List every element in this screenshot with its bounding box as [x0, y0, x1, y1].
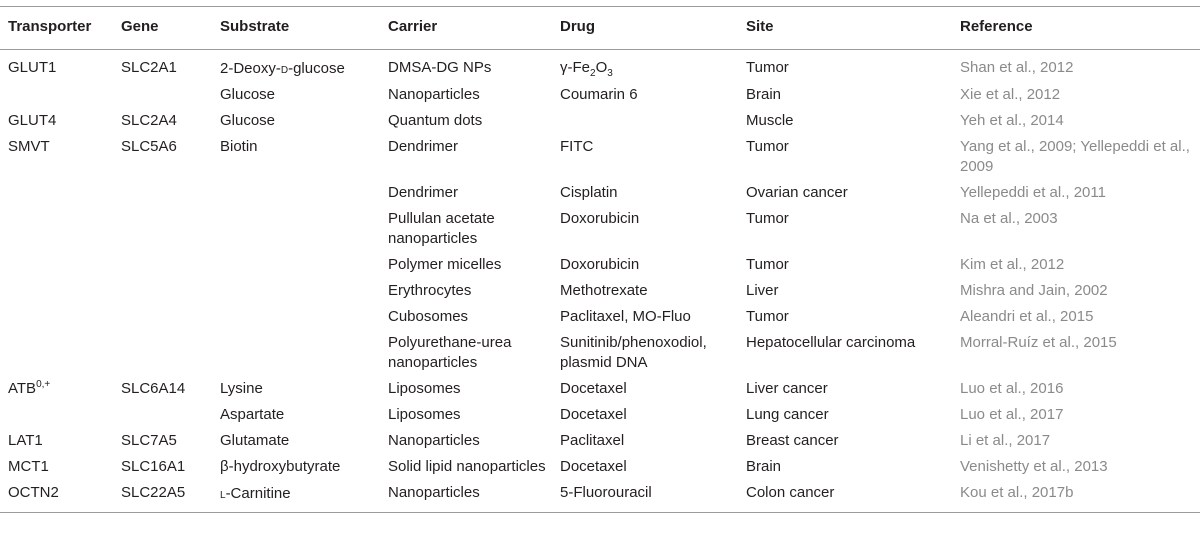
header-reference: Reference: [952, 7, 1200, 50]
table-row: [0, 279, 1200, 305]
table-row: [0, 135, 1200, 181]
cell-transporter: LAT1: [8, 432, 43, 449]
table-row: [0, 481, 1200, 513]
cell-transporter: [0, 253, 113, 279]
cell-transporter: GLUT4: [8, 112, 57, 129]
cell-carrier: Cubosomes: [388, 308, 469, 325]
cell-gene: [113, 253, 212, 279]
cell-carrier: Polymer micelles: [388, 256, 502, 273]
cell-site: Tumor: [746, 210, 789, 227]
cell-drug: Sunitinib/phenoxodiol, plasmid DNA: [560, 334, 707, 371]
cell-reference: Yang et al., 2009; Yellepeddi et al., 2009: [960, 138, 1190, 175]
table-row: [0, 429, 1200, 455]
cell-gene: [113, 83, 212, 109]
cell-gene: SLC2A4: [121, 112, 177, 129]
cell-carrier: Nanoparticles: [388, 432, 480, 449]
cell-gene: [113, 181, 212, 207]
cell-gene: [113, 403, 212, 429]
cell-drug: Cisplatin: [560, 184, 618, 201]
table-row: [0, 83, 1200, 109]
cell-transporter: SMVT: [8, 138, 50, 155]
cell-substrate: [212, 253, 380, 279]
cell-transporter: OCTN2: [0, 481, 113, 513]
cell-reference: Li et al., 2017: [960, 432, 1051, 449]
cell-substrate: Aspartate: [220, 406, 285, 423]
cell-substrate: Glucose: [220, 112, 276, 129]
cell-carrier: Solid lipid nanoparticles: [388, 458, 546, 475]
cell-substrate: l-Carnitine: [212, 481, 380, 513]
header-substrate: Substrate: [212, 7, 380, 50]
cell-carrier: DMSA-DG NPs: [388, 59, 492, 76]
cell-substrate: [212, 207, 380, 253]
cell-site: Brain: [746, 86, 782, 103]
cell-transporter: [0, 83, 113, 109]
cell-transporter: [0, 403, 113, 429]
cell-site: Ovarian cancer: [746, 184, 848, 201]
cell-transporter: GLUT1: [8, 59, 57, 76]
cell-drug: Docetaxel: [560, 458, 627, 475]
cell-transporter: MCT1: [8, 458, 49, 475]
cell-substrate: 2-Deoxy-d-glucose: [220, 60, 345, 77]
cell-gene: SLC6A14: [121, 380, 186, 397]
cell-gene: SLC5A6: [121, 138, 177, 155]
table-row: [0, 207, 1200, 253]
cell-gene: [113, 207, 212, 253]
table-row: [0, 305, 1200, 331]
cell-reference: Kim et al., 2012: [960, 256, 1065, 273]
table-row: [0, 109, 1200, 135]
cell-carrier: Quantum dots: [388, 112, 483, 129]
cell-substrate: Biotin: [220, 138, 258, 155]
cell-carrier: Pullulan acetate nanoparticles: [388, 210, 495, 247]
cell-site: Muscle: [746, 112, 794, 129]
cell-substrate: [212, 331, 380, 377]
cell-gene: [113, 279, 212, 305]
cell-gene: SLC16A1: [121, 458, 186, 475]
cell-drug: [552, 109, 738, 135]
table-row: [0, 331, 1200, 377]
cell-carrier: Polyurethane-urea nanoparticles: [388, 334, 512, 371]
cell-drug: $\gamma-Fe_2O_3$: [560, 59, 613, 79]
cell-drug: Methotrexate: [560, 282, 648, 299]
cell-gene: [113, 331, 212, 377]
cell-site: Lung cancer: [746, 406, 829, 423]
cell-site: Breast cancer: [746, 432, 839, 449]
cell-site: Brain: [746, 458, 782, 475]
cell-gene: SLC22A5: [113, 481, 212, 513]
cell-substrate: Glucose: [220, 86, 276, 103]
table-row: [0, 377, 1200, 403]
cell-reference: Morral-Ruíz et al., 2015: [960, 334, 1117, 351]
transporter-table: [0, 6, 1200, 513]
cell-transporter: [0, 331, 113, 377]
cell-drug: Docetaxel: [560, 380, 627, 397]
cell-site: Hepatocellular carcinoma: [746, 334, 916, 351]
cell-carrier: Nanoparticles: [388, 86, 480, 103]
header-drug: Drug: [552, 7, 738, 50]
table-row: [0, 50, 1200, 84]
cell-reference: Xie et al., 2012: [960, 86, 1061, 103]
header-carrier: Carrier: [380, 7, 552, 50]
cell-site: Tumor: [746, 138, 789, 155]
cell-transporter: [0, 181, 113, 207]
cell-site: Tumor: [746, 256, 789, 273]
cell-drug: Doxorubicin: [560, 256, 640, 273]
cell-drug: Paclitaxel: [560, 432, 625, 449]
table-row: [0, 253, 1200, 279]
cell-drug: Coumarin 6: [560, 86, 638, 103]
cell-reference: Mishra and Jain, 2002: [960, 282, 1108, 299]
table-row: [0, 181, 1200, 207]
cell-reference: Venishetty et al., 2013: [960, 458, 1108, 475]
table-header: [0, 7, 1200, 50]
cell-gene: SLC2A1: [121, 59, 177, 76]
header-site: Site: [738, 7, 952, 50]
cell-drug: 5-Fluorouracil: [552, 481, 738, 513]
cell-carrier: Nanoparticles: [380, 481, 552, 513]
cell-substrate: [212, 181, 380, 207]
cell-reference: Aleandri et al., 2015: [960, 308, 1094, 325]
cell-gene: SLC7A5: [121, 432, 177, 449]
cell-transporter: [0, 305, 113, 331]
cell-carrier: Erythrocytes: [388, 282, 472, 299]
cell-drug: Docetaxel: [560, 406, 627, 423]
cell-reference: Luo et al., 2016: [960, 380, 1064, 397]
cell-reference: Yellepeddi et al., 2011: [960, 184, 1106, 201]
cell-carrier: Liposomes: [388, 380, 461, 397]
header-row: [0, 7, 1200, 50]
cell-site: Colon cancer: [738, 481, 952, 513]
cell-transporter: [0, 207, 113, 253]
cell-site: Tumor: [746, 308, 789, 325]
cell-gene: [113, 305, 212, 331]
cell-reference: Kou et al., 2017b: [952, 481, 1200, 513]
cell-substrate: Lysine: [220, 380, 263, 397]
cell-site: Liver: [746, 282, 779, 299]
table-body: [0, 50, 1200, 513]
cell-transporter: [0, 279, 113, 305]
cell-reference: Luo et al., 2017: [960, 406, 1064, 423]
cell-site: Tumor: [746, 59, 789, 76]
cell-substrate: [212, 305, 380, 331]
cell-substrate: Glutamate: [220, 432, 290, 449]
cell-reference: Yeh et al., 2014: [960, 112, 1064, 129]
cell-substrate: [212, 279, 380, 305]
cell-substrate: β-hydroxybutyrate: [220, 458, 341, 475]
cell-carrier: Dendrimer: [388, 184, 459, 201]
cell-reference: Shan et al., 2012: [960, 59, 1074, 76]
cell-site: Liver cancer: [746, 380, 828, 397]
table-row: [0, 455, 1200, 481]
cell-carrier: Dendrimer: [388, 138, 459, 155]
cell-drug: Doxorubicin: [560, 210, 640, 227]
header-transporter: Transporter: [0, 7, 113, 50]
cell-drug: Paclitaxel, MO-Fluo: [560, 308, 691, 325]
cell-drug: FITC: [560, 138, 594, 155]
header-gene: Gene: [113, 7, 212, 50]
cell-carrier: Liposomes: [388, 406, 461, 423]
cell-reference: Na et al., 2003: [960, 210, 1058, 227]
cell-transporter: $ATB^{0,+}$: [8, 379, 51, 397]
table-row: [0, 403, 1200, 429]
